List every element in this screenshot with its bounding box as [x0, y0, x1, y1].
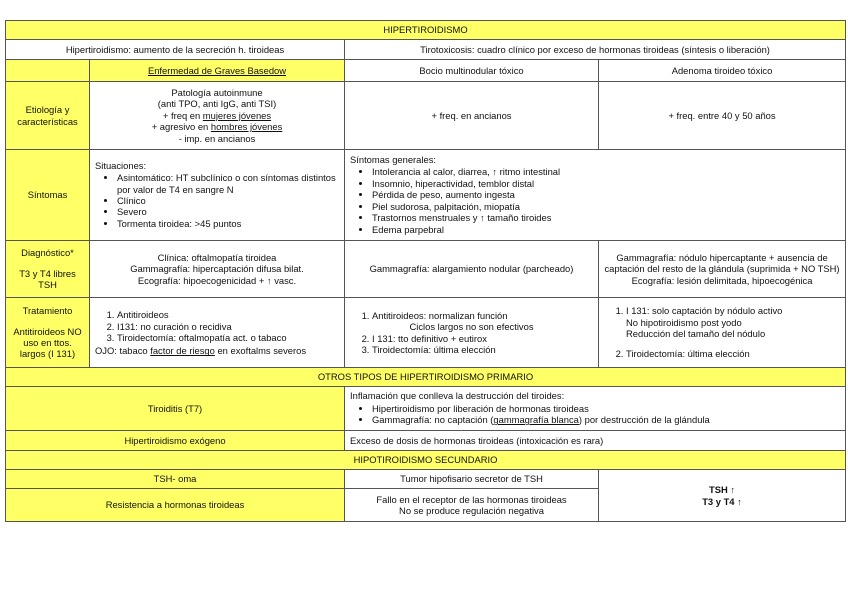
etiologia-graves-l1: Patología autoinmune — [171, 86, 263, 98]
diagnostico-graves-line: Gammagrafía: hipercaptación difusa bilat. — [130, 263, 304, 275]
diagnostico-label-2: T3 y T4 libres — [19, 267, 76, 279]
tiroiditis-item: • Hipertiroidismo por liberación de hormonas tiroideas — [372, 403, 840, 414]
tiroiditis-list — [350, 403, 840, 426]
header-bocio: Bocio multinodular tóxico — [345, 60, 599, 82]
note-post: en exoftalms severos — [214, 345, 307, 357]
tiroiditis-b2-post: ) por destrucción de la glándula — [578, 414, 710, 426]
tratamiento-bocio — [345, 298, 599, 368]
etiologia-graves-l3 — [95, 110, 339, 121]
etiologia-adenoma: + freq. entre 40 y 50 años — [599, 82, 846, 150]
tiroiditis-label: Tiroiditis (T7) — [6, 387, 345, 431]
resistencia-desc — [345, 489, 599, 522]
sintomas-generales — [345, 150, 846, 241]
exogeno-label: Hipertiroidismo exógeno — [6, 431, 345, 451]
tiroiditis-item — [372, 414, 840, 425]
row-label-sintomas: Síntomas — [6, 150, 90, 241]
tratamiento-adenoma-item: 2. Tiroidectomía: última elección — [626, 348, 840, 359]
sintoma-item: • Trastornos menstruales y ↑ tamaño tiroides — [372, 212, 840, 223]
secundario-lab-1: TSH ↑ — [708, 484, 736, 496]
diagnostico-bocio: Gammagrafía: alargamiento nodular (parcheado) — [345, 241, 599, 298]
tratamiento-graves-item: 2. I131: no curación o recidiva — [117, 321, 339, 332]
situacion-item: • Tormenta tiroidea: >45 puntos — [117, 218, 339, 229]
sintomas-situaciones — [90, 150, 345, 241]
tratamiento-bocio-list — [350, 310, 593, 356]
tsh-oma-desc: Tumor hipofisario secretor de TSH — [345, 470, 599, 489]
hipertiroidismo-table — [5, 20, 846, 522]
sintomas-generales-list — [350, 166, 840, 235]
etiologia-graves-l3-pre: + freq en — [162, 109, 203, 121]
tratamiento-bocio-item — [372, 310, 593, 333]
tratamiento-label-1: Tratamiento — [22, 305, 73, 317]
tratamiento-adenoma-item — [626, 305, 840, 348]
resistencia-l2: No se produce regulación negativa — [399, 505, 544, 516]
tratamiento-graves-item: 1. Antitiroideos — [117, 309, 339, 320]
tratamiento-bocio-item: 3. Tiroidectomía: última elección — [372, 344, 593, 355]
header-graves — [90, 60, 345, 82]
tratamiento-graves — [90, 298, 345, 368]
secundario-lab — [599, 470, 846, 522]
tratamiento-label-2: Antitiroideos NO uso en ttos. largos (I 131) — [13, 325, 82, 360]
situaciones-title: Situaciones: — [95, 159, 147, 171]
adenoma-spacer — [626, 339, 840, 348]
table-title: HIPERTIROIDISMO — [6, 21, 846, 40]
sintoma-item: • Piel sudorosa, palpitación, miopatía — [372, 201, 840, 212]
header-adenoma: Adenoma tiroideo tóxico — [599, 60, 846, 82]
adenoma-item-1-sub2: Reducción del tamaño del nódulo — [626, 328, 766, 339]
tiroiditis-desc — [345, 387, 846, 431]
tiroiditis-b2-pre: Gammagrafía: no captación ( — [372, 414, 494, 426]
diagnostico-adenoma — [599, 241, 846, 298]
otros-title: OTROS TIPOS DE HIPERTIROIDISMO PRIMARIO — [6, 368, 846, 387]
etiologia-graves-l4-u: hombres jóvenes — [210, 121, 283, 133]
row-label-tratamiento — [6, 298, 90, 368]
tratamiento-bocio-item: 2. I 131: tto definitivo + eutirox — [372, 333, 593, 344]
resistencia-label: Resistencia a hormonas tiroideas — [6, 489, 345, 522]
diagnostico-adenoma-line: Gammagrafía: nódulo hipercaptante + ausencia de captación del resto de la glándula (suprimida + NO TSH) — [604, 251, 840, 275]
etiologia-graves — [90, 82, 345, 150]
etiologia-graves-l5: - imp. en ancianos — [178, 132, 256, 144]
exogeno-desc: Exceso de dosis de hormonas tiroideas (intoxicación es rara) — [345, 431, 846, 451]
header-graves-text: Enfermedad de Graves Basedow — [147, 64, 287, 76]
situacion-item: • Clínico — [117, 195, 339, 206]
tratamiento-adenoma-list — [604, 305, 840, 360]
tsh-oma-label: TSH- oma — [6, 470, 345, 489]
etiologia-graves-l4 — [95, 121, 339, 132]
etiologia-bocio: + freq. en ancianos — [345, 82, 599, 150]
etiologia-graves-l4-pre: + agresivo en — [151, 121, 211, 133]
sintoma-item: • Pérdida de peso, aumento ingesta — [372, 189, 840, 200]
tirotoxicosis-definition: Tirotoxicosis: cuadro clínico por exceso de hormonas tiroideas (síntesis o liberación) — [345, 40, 846, 60]
sintoma-item: • Edema parpebral — [372, 224, 840, 235]
diagnostico-label-spacer — [11, 259, 84, 268]
adenoma-item-1: I 131: solo captación by nódulo activo — [626, 305, 783, 317]
diagnostico-graves — [90, 241, 345, 298]
tratamiento-label-spacer — [11, 317, 84, 326]
tratamiento-graves-note — [95, 345, 339, 356]
diagnostico-label-3: TSH — [38, 279, 57, 291]
row-label-etiologia: Etiología y características — [6, 82, 90, 150]
situacion-item: • Severo — [117, 206, 339, 217]
situacion-item: • Asintomático: HT subclínico o con síntomas distintos por valor de T4 en sangre N — [117, 172, 339, 195]
sintomas-generales-title: Síntomas generales: — [350, 153, 436, 165]
header-empty — [6, 60, 90, 82]
bocio-item-1: Antitiroideos: normalizan función — [372, 309, 508, 321]
resistencia-l1: Fallo en el receptor de las hormonas tiroideas — [376, 493, 567, 505]
row-label-diagnostico — [6, 241, 90, 298]
diagnostico-graves-line: Clínica: oftalmopatía tiroidea — [157, 251, 277, 263]
note-underlined: factor de riesgo — [150, 345, 215, 357]
bocio-item-1-sub: Ciclos largos no son efectivos — [409, 321, 534, 333]
tiroiditis-intro: Inflamación que conlleva la destrucción del tiroides: — [350, 390, 565, 402]
secundario-title: HIPOTIROIDISMO SECUNDARIO — [6, 451, 846, 470]
sintoma-item: • Intolerancia al calor, diarrea, ↑ ritmo intestinal — [372, 166, 840, 177]
sintoma-item: • Insomnio, hiperactividad, temblor distal — [372, 178, 840, 189]
note-pre: OJO: tabaco — [95, 345, 151, 357]
etiologia-graves-l3-u: mujeres jóvenes — [202, 109, 272, 121]
diagnostico-adenoma-line: Ecografía: lesión delimitada, hipoecogénica — [631, 274, 813, 286]
tratamiento-adenoma — [599, 298, 846, 368]
tratamiento-graves-item: 3. Tiroidectomía: oftalmopatía act. o tabaco — [117, 332, 339, 343]
situaciones-list — [95, 172, 339, 229]
tratamiento-graves-list — [95, 309, 339, 343]
adenoma-item-1-sub: No hipotiroidismo post yodo — [626, 316, 742, 328]
diagnostico-label-1: Diagnóstico* — [21, 247, 74, 259]
diagnostico-graves-line: Ecografía: hipoecogenicidad + ↑ vasc. — [137, 274, 297, 286]
tiroiditis-b2-u: gammagrafía blanca — [493, 414, 579, 426]
secundario-lab-2: T3 y T4 ↑ — [702, 495, 742, 507]
hipertiroidismo-definition: Hipertiroidismo: aumento de la secreción h. tiroideas — [6, 40, 345, 60]
etiologia-graves-l2: (anti TPO, anti IgG, anti TSI) — [157, 98, 277, 110]
